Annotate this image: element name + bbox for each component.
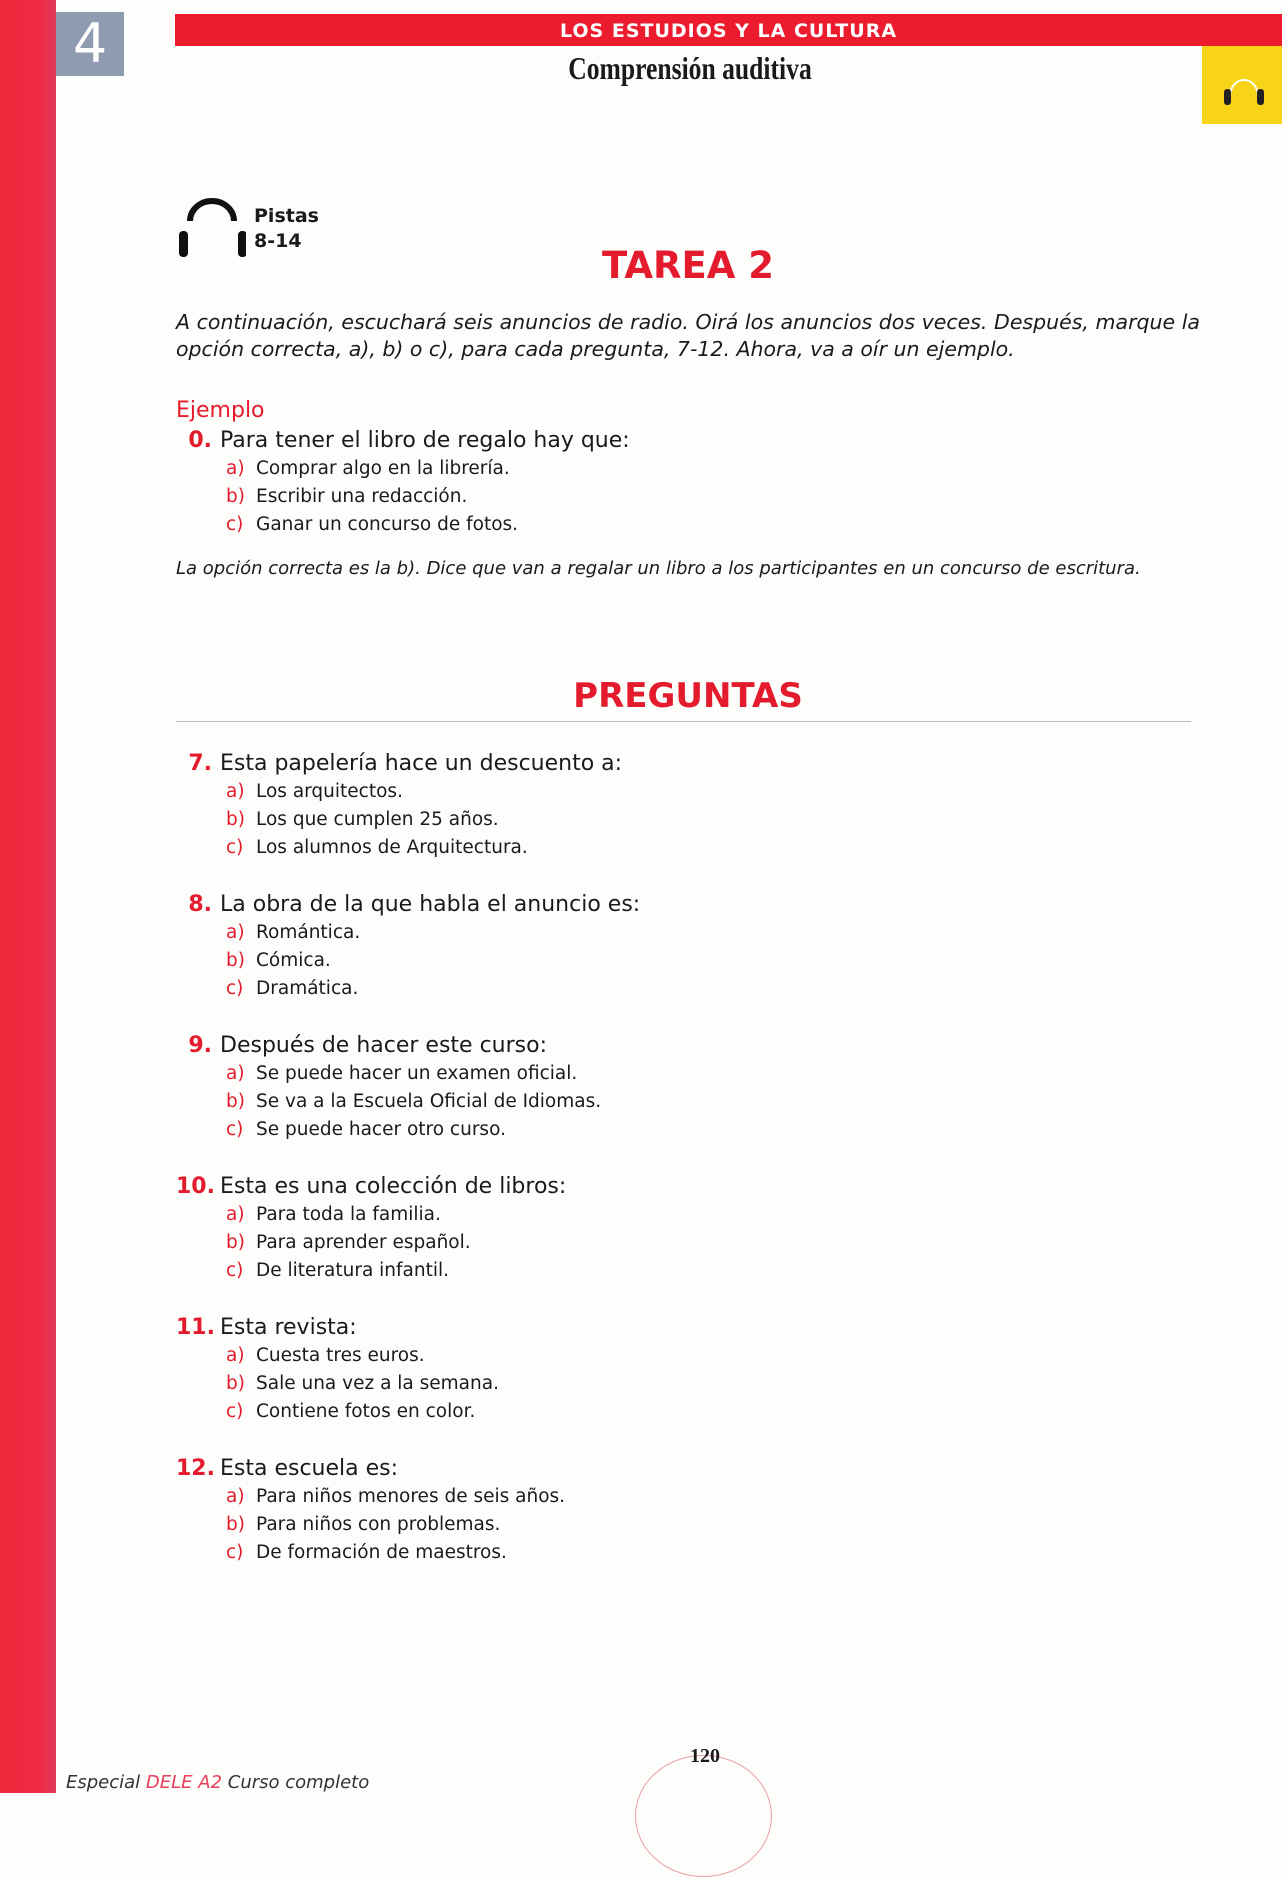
answer-option[interactable]: c) De literatura infantil. [226,1260,450,1281]
answer-option[interactable]: c) Contiene fotos en color. [226,1401,476,1422]
example-explanation: La opción correcta es la b). Dice que van a regalar un libro a los participantes en un concurso de escritura. [176,558,1141,579]
footer-title: Especial DELE A2 Curso completo [66,1772,370,1793]
answer-option[interactable]: c) De formación de maestros. [226,1542,507,1563]
unit-banner: LOS ESTUDIOS Y LA CULTURA [175,14,1282,46]
answer-option[interactable]: b) Cómica. [226,950,331,971]
question-8 [176,891,876,1003]
section-title: Comprensión auditiva [568,50,812,86]
question-9 [176,1032,876,1144]
answer-option[interactable]: c) Se puede hacer otro curso. [226,1119,506,1140]
answer-option[interactable]: b) Sale una vez a la semana. [226,1373,499,1394]
question-12 [176,1455,876,1567]
audio-tab [1202,46,1282,124]
example-question: 0. Para tener el libro de regalo hay que: a) Comprar algo en la librería. b) Escribir una redacción. c) Ganar un concurso de fotos. [188,428,630,535]
answer-option[interactable]: a) Cuesta tres euros. [226,1345,425,1366]
answer-option[interactable]: a) Para toda la familia. [226,1204,441,1225]
answer-option[interactable]: a) Romántica. [226,922,361,943]
example-heading: Ejemplo [176,398,265,423]
question-7 [176,750,876,862]
question-10 [176,1173,876,1285]
answer-option[interactable]: b) Para aprender español. [226,1232,471,1253]
answer-option[interactable]: b) Se va a la Escuela Oficial de Idiomas. [226,1091,602,1112]
tracks-label: Pistas 8-14 [254,205,319,252]
question-stem: 9. Después de hacer este curso: [188,1033,547,1058]
question-stem: 7. Esta papelería hace un descuento a: [188,751,623,776]
headphones-icon [1202,46,1282,124]
question-stem: 11. Esta revista: [176,1315,357,1340]
answer-option[interactable]: c) Los alumnos de Arquitectura. [226,837,528,858]
answer-option[interactable]: b) Los que cumplen 25 años. [226,809,499,830]
answer-option[interactable]: a) Se puede hacer un examen oficial. [226,1063,578,1084]
left-color-strip [0,0,56,1793]
page-number: 120 [690,1745,720,1767]
question-stem: 12. Esta escuela es: [176,1456,399,1481]
chapter-number: 4 [56,12,124,76]
task-title: TAREA 2 [601,244,775,287]
question-stem: 8. La obra de la que habla el anuncio es: [188,892,641,917]
page-number-arc [635,1755,772,1877]
task-instructions: A continuación, escuchará seis anuncios de radio. Oirá los anuncios dos veces. Después, marque la opción correcta, a), b) o c), para cada pregunta, 7-12. Ahora, va a oír un ejemplo. [176,310,1200,361]
answer-option[interactable]: a) Para niños menores de seis años. [226,1486,566,1507]
question-stem: 10. Esta es una colección de libros: [176,1174,567,1199]
answer-option[interactable]: a) Los arquitectos. [226,781,403,802]
answer-option[interactable]: c) Dramática. [226,978,359,999]
divider [176,721,1191,722]
questions-heading: PREGUNTAS [573,676,803,716]
question-11 [176,1314,876,1426]
answer-option[interactable]: b) Para niños con problemas. [226,1514,501,1535]
